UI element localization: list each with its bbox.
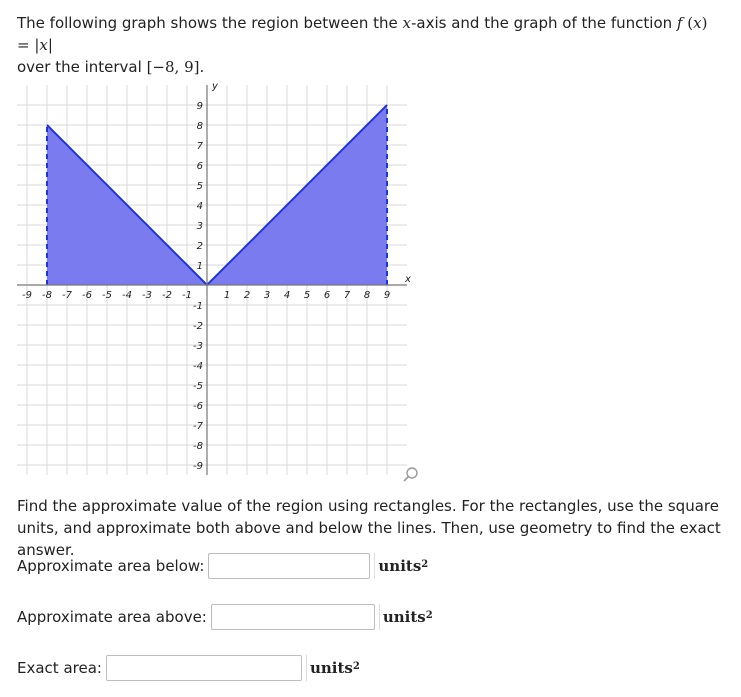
y-tick-label: -4 [193, 361, 203, 372]
y-tick-label: -5 [193, 381, 203, 392]
below-area-label: Approximate area below: [17, 557, 205, 575]
y-tick-label: -2 [193, 321, 203, 332]
x-tick-label: -9 [22, 290, 32, 301]
below-area-row [17, 553, 428, 579]
instructions-text: Find the approximate value of the region using rectangles. For the rectangles, use the square units, and approximate both above and below the lines. Then, use geometry to find the exact answer. [17, 497, 721, 559]
function-definition: |x| [34, 36, 53, 54]
x-tick-label: 7 [343, 290, 351, 301]
unit-power: 2 [421, 558, 429, 570]
x-tick-label: -2 [162, 290, 172, 301]
below-area-input[interactable] [208, 553, 370, 579]
x-tick-label: 4 [283, 290, 291, 301]
interval-text: over the interval [17, 58, 147, 76]
x-tick-label: -1 [182, 290, 192, 301]
x-tick-label: 8 [363, 290, 371, 301]
y-tick-label: 9 [196, 101, 203, 112]
x-tick-label: -7 [62, 290, 72, 301]
question-line-2 [17, 56, 717, 78]
question-text: The following graph shows the region between the [17, 14, 403, 32]
function-graph [12, 78, 422, 482]
y-tick-label: 3 [196, 221, 203, 232]
exact-area-input[interactable] [106, 655, 302, 681]
above-area-label: Approximate area above: [17, 608, 207, 626]
y-tick-label: -1 [193, 301, 203, 312]
y-tick-label: -3 [193, 341, 203, 352]
unit-power: 2 [352, 660, 360, 672]
above-area-unit [379, 604, 433, 630]
exact-area-row [17, 655, 360, 681]
y-tick-label: -6 [193, 401, 203, 412]
question-line-1 [17, 12, 717, 56]
x-tick-label: 2 [243, 290, 251, 301]
y-tick-label: -9 [193, 461, 203, 472]
exact-area-label: Exact area: [17, 659, 102, 677]
x-tick-label: -3 [142, 290, 152, 301]
below-area-unit [374, 553, 428, 579]
close-paren-equals: ) = [17, 14, 708, 54]
y-tick-label: -8 [193, 441, 203, 452]
unit-text: units [378, 557, 422, 575]
x-tick-label: -4 [122, 290, 132, 301]
y-tick-label: 7 [196, 141, 203, 152]
y-tick-label: 4 [196, 201, 203, 212]
x-tick-label: -6 [82, 290, 92, 301]
unit-text: units [382, 608, 426, 626]
exact-area-unit [306, 655, 360, 681]
open-paren: ( [682, 14, 694, 32]
area-fill [47, 105, 387, 285]
magnifier-handle [404, 477, 409, 482]
x-tick-label: 5 [303, 290, 311, 301]
y-axis-label: y [212, 81, 218, 92]
function-name: f [676, 14, 683, 32]
unit-power: 2 [425, 609, 433, 621]
y-tick-label: 5 [196, 181, 203, 192]
x-tick-label: 3 [263, 290, 271, 301]
above-area-row [17, 604, 433, 630]
magnifier-icon[interactable] [404, 468, 417, 481]
y-tick-label: 1 [196, 261, 203, 272]
function-argument: x [693, 14, 702, 32]
y-tick-label: 2 [196, 241, 203, 252]
x-tick-label: 1 [223, 290, 231, 301]
question-prompt [17, 12, 717, 78]
question-text-2: -axis and the graph of the function [410, 14, 677, 32]
interval-value: [−8, 9]. [146, 58, 205, 76]
x-tick-label: -8 [42, 290, 52, 301]
x-tick-label: -5 [102, 290, 112, 301]
x-axis-label: x [405, 274, 411, 285]
x-variable: x [402, 14, 411, 32]
y-tick-label: 6 [196, 161, 203, 172]
above-area-input[interactable] [211, 604, 375, 630]
shaded-region [47, 105, 387, 285]
unit-text: units [309, 659, 353, 677]
x-tick-label: 9 [383, 290, 391, 301]
y-tick-label: -7 [193, 421, 203, 432]
y-tick-label: 8 [196, 121, 203, 132]
x-tick-label: 6 [323, 290, 331, 301]
